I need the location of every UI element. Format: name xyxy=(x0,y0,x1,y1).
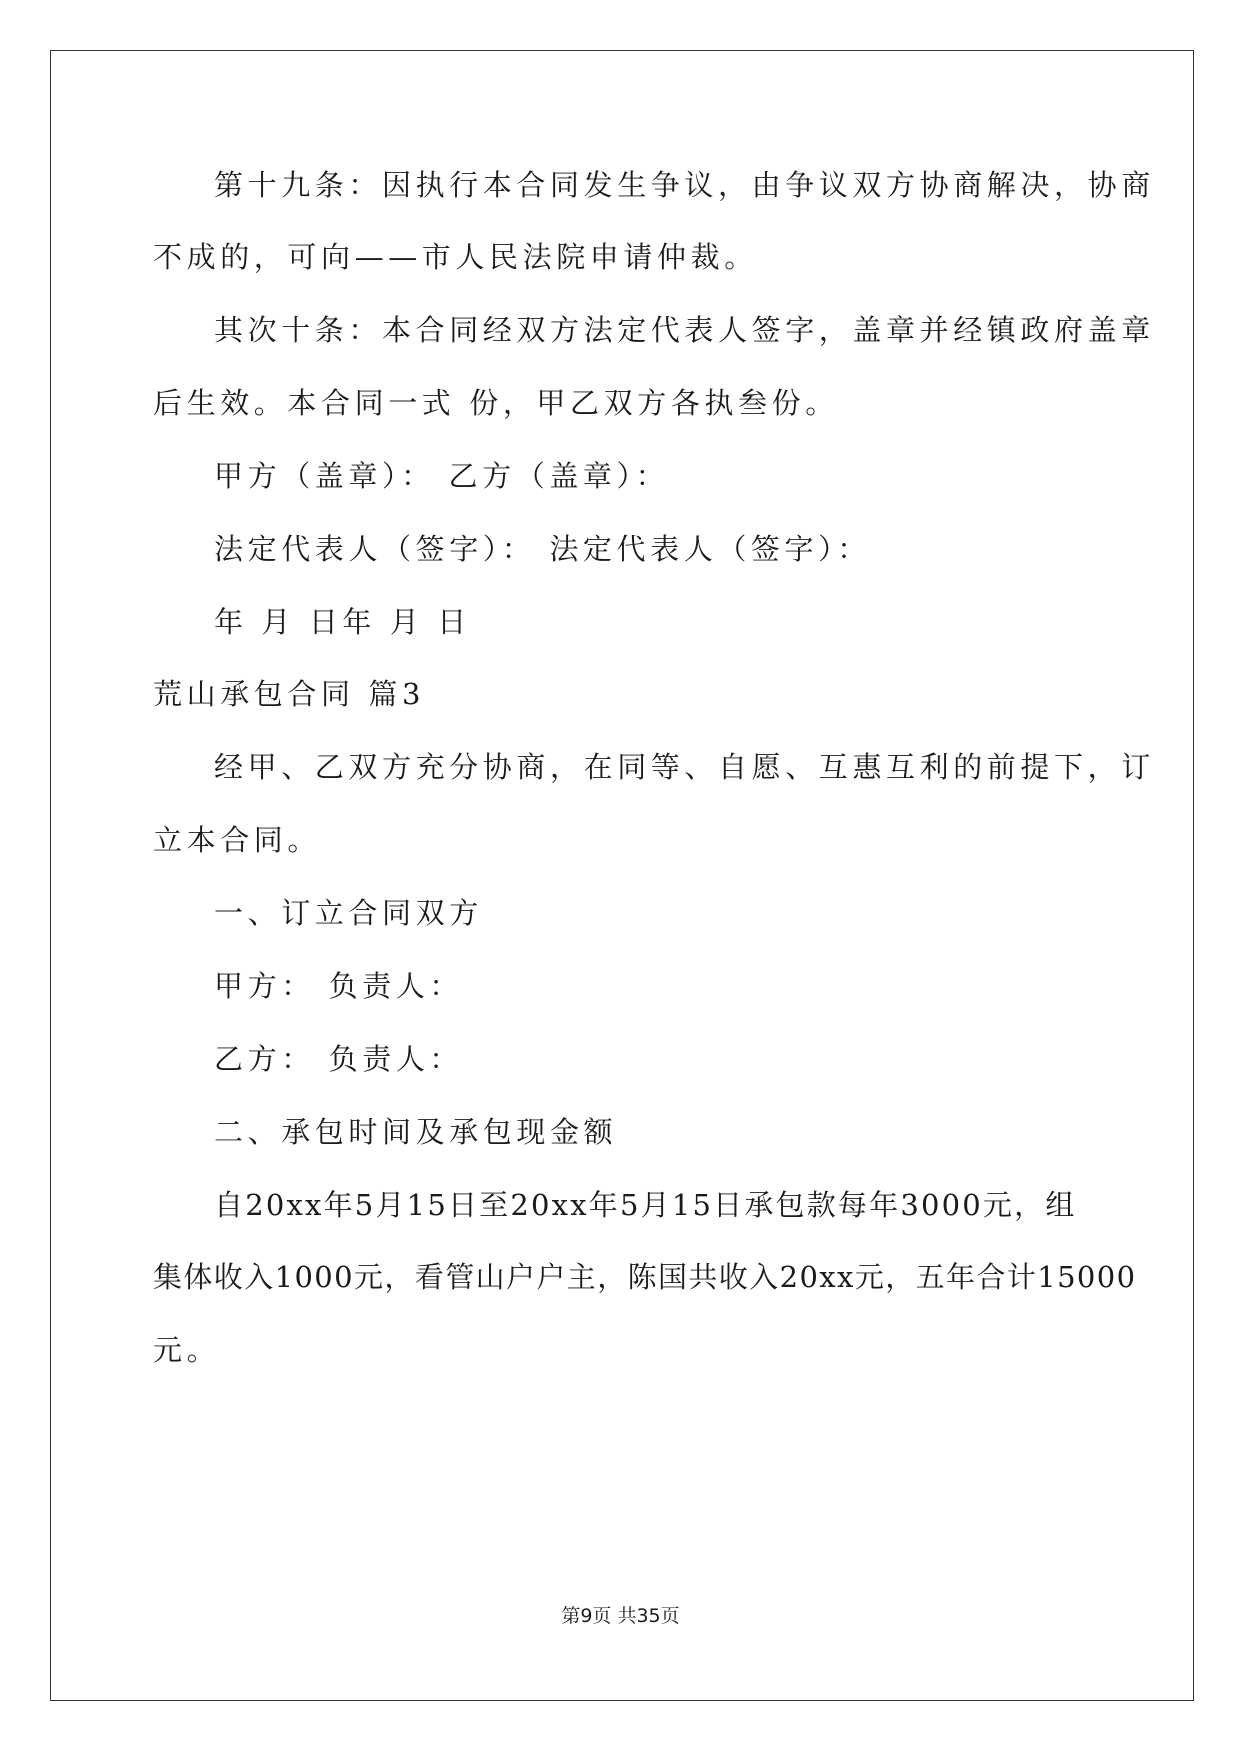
clause-heading: 二、承包时间及承包现金额 xyxy=(214,1115,618,1149)
paragraph-line: 自20xx年5月15日至20xx年5月15日承包款每年3000元，组 xyxy=(214,1188,1077,1222)
date-line: 年 月 日年 月 日 xyxy=(214,605,471,639)
page-border xyxy=(50,50,1194,1701)
paragraph-line: 集体收入1000元，看管山户户主，陈国共收入20xx元，五年合计15000 xyxy=(153,1260,1137,1294)
paragraph-line: 后生效。本合同一式 份，甲乙双方各执叁份。 xyxy=(153,386,839,420)
paragraph-line: 其次十条：本合同经双方法定代表人签字，盖章并经镇政府盖章 xyxy=(214,313,1155,347)
paragraph-line: 元。 xyxy=(153,1333,221,1367)
paragraph-line: 不成的，可向——市人民法院申请仲裁。 xyxy=(153,240,758,274)
party-line: 甲方： 负责人： xyxy=(214,969,464,1003)
section-heading: 荒山承包合同 篇3 xyxy=(153,677,426,711)
signature-line-representative: 法定代表人（签字）： 法定代表人（签字）： xyxy=(214,532,871,566)
page-number-footer: 第9页 共35页 xyxy=(561,1605,680,1627)
signature-line-seal: 甲方（盖章）： 乙方（盖章）： xyxy=(214,459,670,493)
paragraph-line: 立本合同。 xyxy=(153,823,322,857)
clause-heading: 一、订立合同双方 xyxy=(214,896,483,930)
paragraph-line: 经甲、乙双方充分协商，在同等、自愿、互惠互利的前提下，订 xyxy=(214,750,1155,784)
party-line: 乙方： 负责人： xyxy=(214,1042,464,1076)
paragraph-line: 第十九条：因执行本合同发生争议，由争议双方协商解决，协商 xyxy=(214,168,1155,202)
